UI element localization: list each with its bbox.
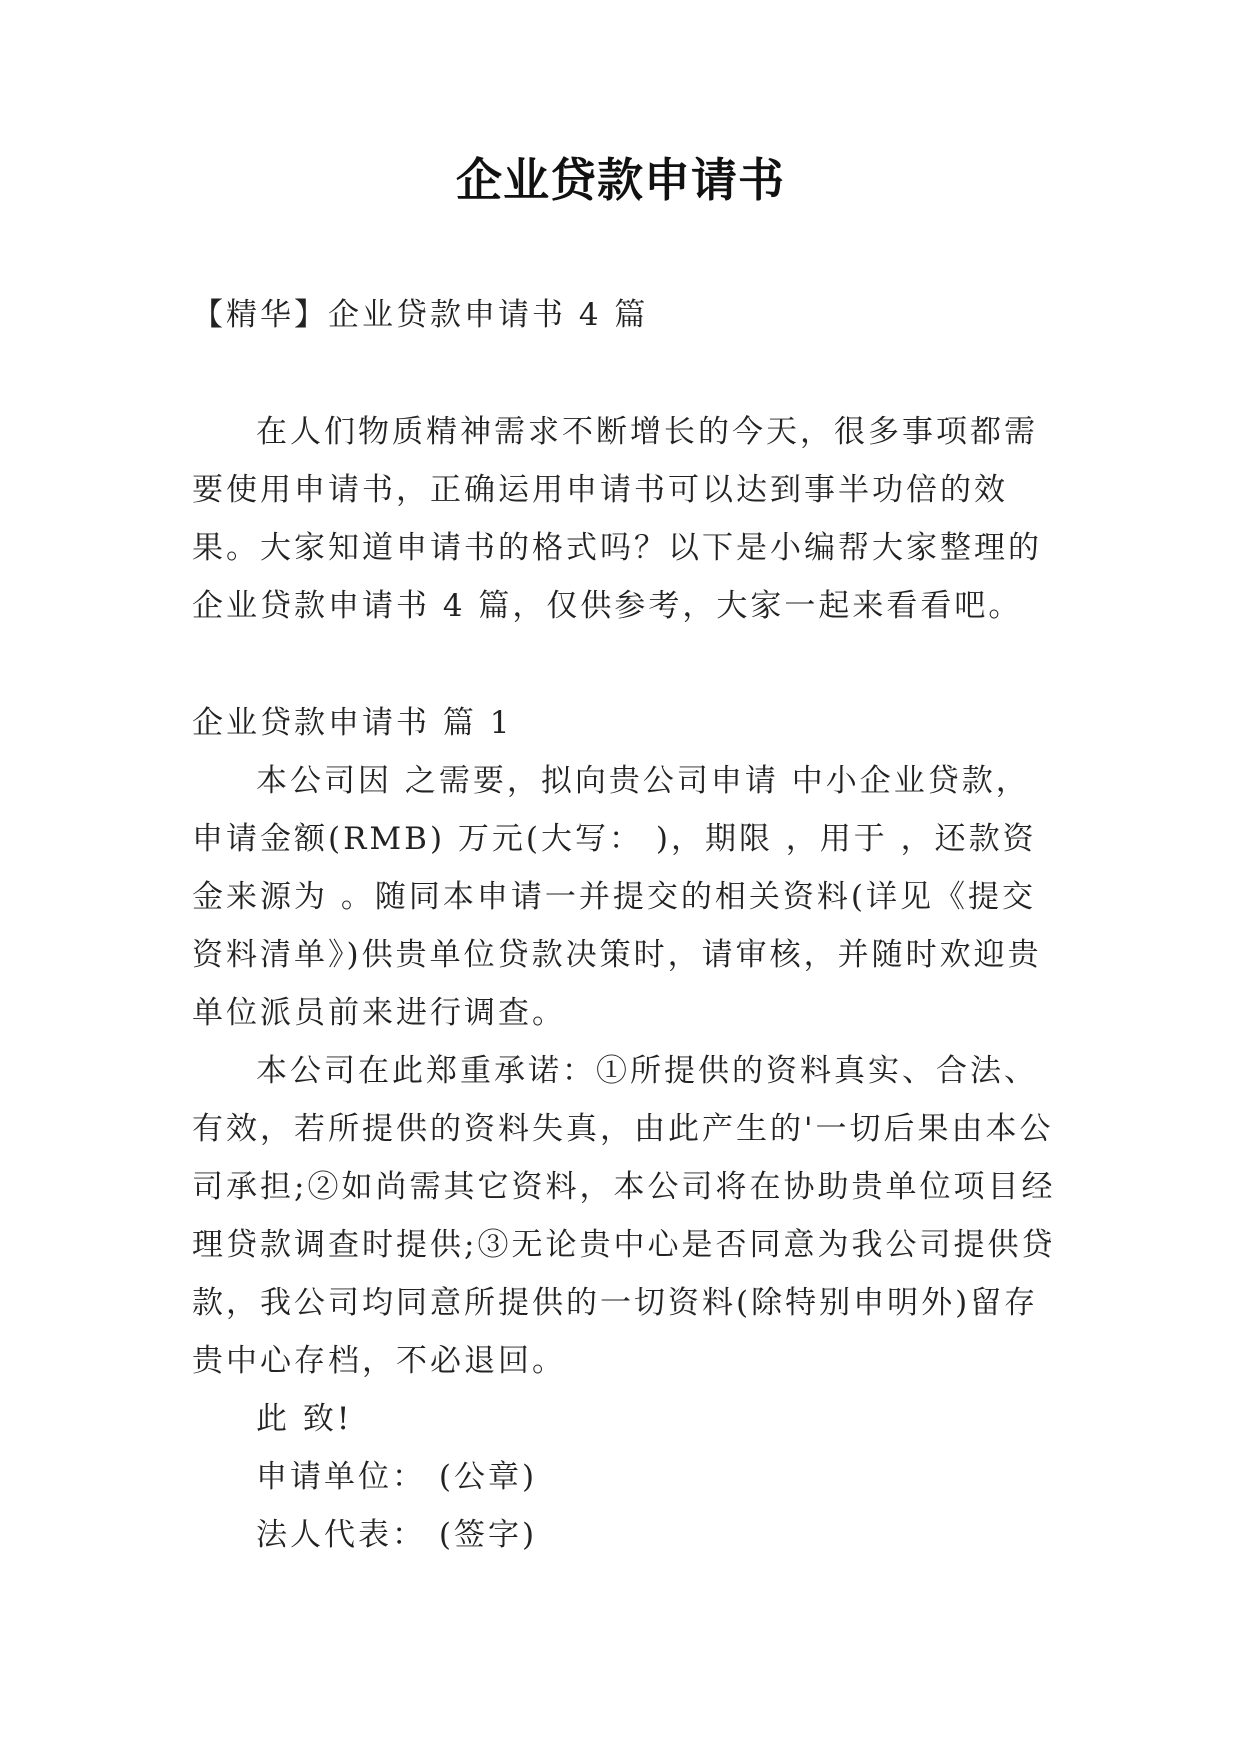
legal-representative-line: 法人代表： (签字)	[256, 1517, 538, 1553]
document-subtitle	[192, 286, 1062, 344]
intro-paragraph: 在人们物质精神需求不断增长的今天，很多事项都需要使用申请书，正确运用申请书可以达到事半功倍的效果。大家知道申请书的格式吗？以下是小编帮大家整理的企业贷款申请书 4 篇，仅供参考，大家一起来看看吧。	[192, 414, 1042, 624]
section-1	[192, 694, 1062, 1564]
intro-block	[192, 403, 1062, 635]
section-heading: 企业贷款申请书 篇 1	[192, 705, 513, 741]
subtitle-text: 【精华】企业贷款申请书 4 篇	[192, 297, 649, 333]
closing-salutation: 此 致!	[256, 1401, 353, 1437]
document-title: 企业贷款申请书	[456, 153, 785, 207]
body-paragraph-1: 本公司因 之需要，拟向贵公司申请 中小企业贷款，申请金额(RMB) 万元(大写： )，期限 ，用于 ，还款资金来源为 。随同本申请一并提交的相关资料(详见《提交资料清单》)供贵单位贷款决策时，请审核，并随时欢迎贵单位派员前来进行调查。	[192, 763, 1042, 1031]
body-paragraph-2: 本公司在此郑重承诺：①所提供的资料真实、合法、有效，若所提供的资料失真，由此产生的'一切后果由本公司承担;②如尚需其它资料，本公司将在协助贵单位项目经理贷款调查时提供;③无论贵中心是否同意为我公司提供贷款，我公司均同意所提供的一切资料(除特别申明外)留存贵中心存档，不必退回。	[192, 1053, 1056, 1379]
applicant-line: 申请单位： (公章)	[256, 1459, 538, 1495]
